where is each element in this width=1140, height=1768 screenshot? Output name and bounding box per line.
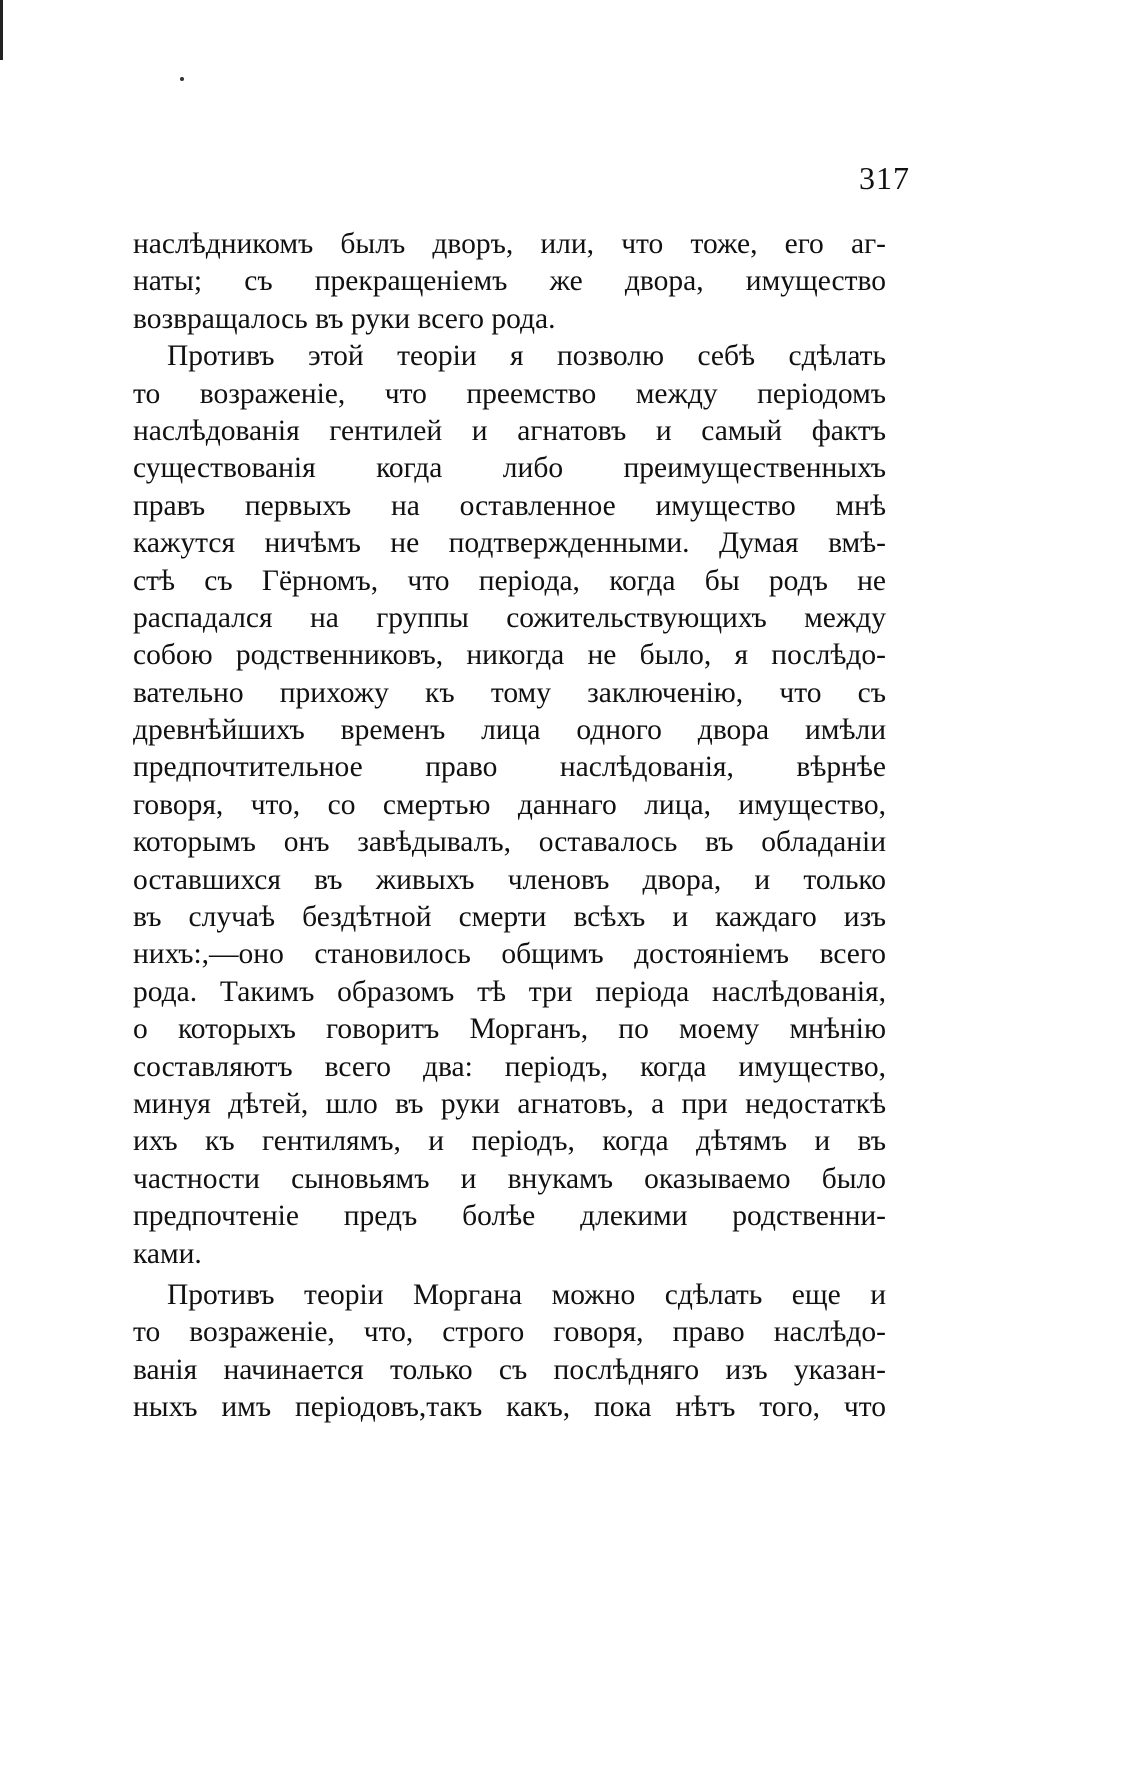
text-line: наслѣдованія гентилей и агнатовъ и самый фактъ [133, 414, 886, 447]
text-line: рода. Такимъ образомъ тѣ три періода наслѣдованія, [133, 975, 886, 1008]
text-line: ихъ къ гентилямъ, и періодъ, когда дѣтямъ и въ [133, 1125, 886, 1158]
text-line: составляютъ всего два: періодъ, когда имущество, [133, 1050, 886, 1083]
body-text [133, 226, 886, 1427]
text-line: распадался на группы сожительствующихъ между [133, 601, 886, 634]
text-line: которымъ онъ завѣдывалъ, оставалось въ обладаніи [133, 826, 886, 859]
paragraph-2 [133, 338, 886, 1273]
text-line: Противъ этой теоріи я позволю себѣ сдѣлать [167, 340, 886, 373]
text-line: ныхъ имъ періодовъ,такъ какъ, пока нѣтъ того, что [133, 1391, 886, 1424]
text-line: вательно прихожу къ тому заключенію, что съ [133, 676, 886, 709]
text-line: наты; съ прекращеніемъ же двора, имущество [133, 265, 886, 298]
paragraph-1 [133, 226, 886, 338]
scan-edge-mark [0, 0, 3, 60]
text-line: наслѣдникомъ былъ дворъ, или, что тоже, его аг- [133, 228, 886, 260]
text-line: Противъ теоріи Моргана можно сдѣлать еще и [167, 1278, 886, 1311]
text-line: ками. [133, 1237, 202, 1270]
text-line: въ случаѣ бездѣтной смерти всѣхъ и каждаго изъ [133, 901, 886, 934]
text-line: предпочтительное право наслѣдованія, вѣрнѣе [133, 751, 886, 784]
text-line: нихъ:,—оно становилось общимъ достояніемъ всего [133, 938, 886, 971]
text-line: собою родственниковъ, никогда не было, я послѣдо- [133, 639, 886, 672]
text-line: древнѣйшихъ временъ лица одного двора имѣли [133, 714, 886, 747]
text-line: стѣ съ Гёрномъ, что періода, когда бы родъ не [133, 564, 886, 597]
text-line: правъ первыхъ на оставленное имущество мнѣ [133, 489, 886, 522]
text-line: существованія когда либо преимущественныхъ [133, 452, 886, 485]
paragraph-3 [133, 1277, 886, 1427]
text-line: кажутся ничѣмъ не подтвержденными. Думая вмѣ- [133, 527, 886, 560]
text-line: минуя дѣтей, шло въ руки агнатовъ, а при недостаткѣ [133, 1087, 886, 1120]
text-line: предпочтеніе предъ болѣе длекими родственни- [133, 1200, 886, 1233]
text-line: то возраженіе, что, строго говоря, право наслѣдо- [133, 1316, 886, 1349]
scan-speck [180, 77, 184, 81]
text-line: ванія начинается только съ послѣдняго изъ указан- [133, 1353, 886, 1386]
text-line: говоря, что, со смертью даннаго лица, имущество, [133, 788, 886, 821]
text-line: частности сыновьямъ и внукамъ оказываемо было [133, 1162, 886, 1195]
text-line: оставшихся въ живыхъ членовъ двора, и только [133, 863, 886, 896]
text-line: то возраженіе, что преемство между періодомъ [133, 377, 886, 410]
text-line: о которыхъ говоритъ Морганъ, по моему мнѣнію [133, 1013, 886, 1046]
text-line: возвращалось въ руки всего рода. [133, 302, 556, 335]
page-number: 317 [859, 160, 910, 196]
